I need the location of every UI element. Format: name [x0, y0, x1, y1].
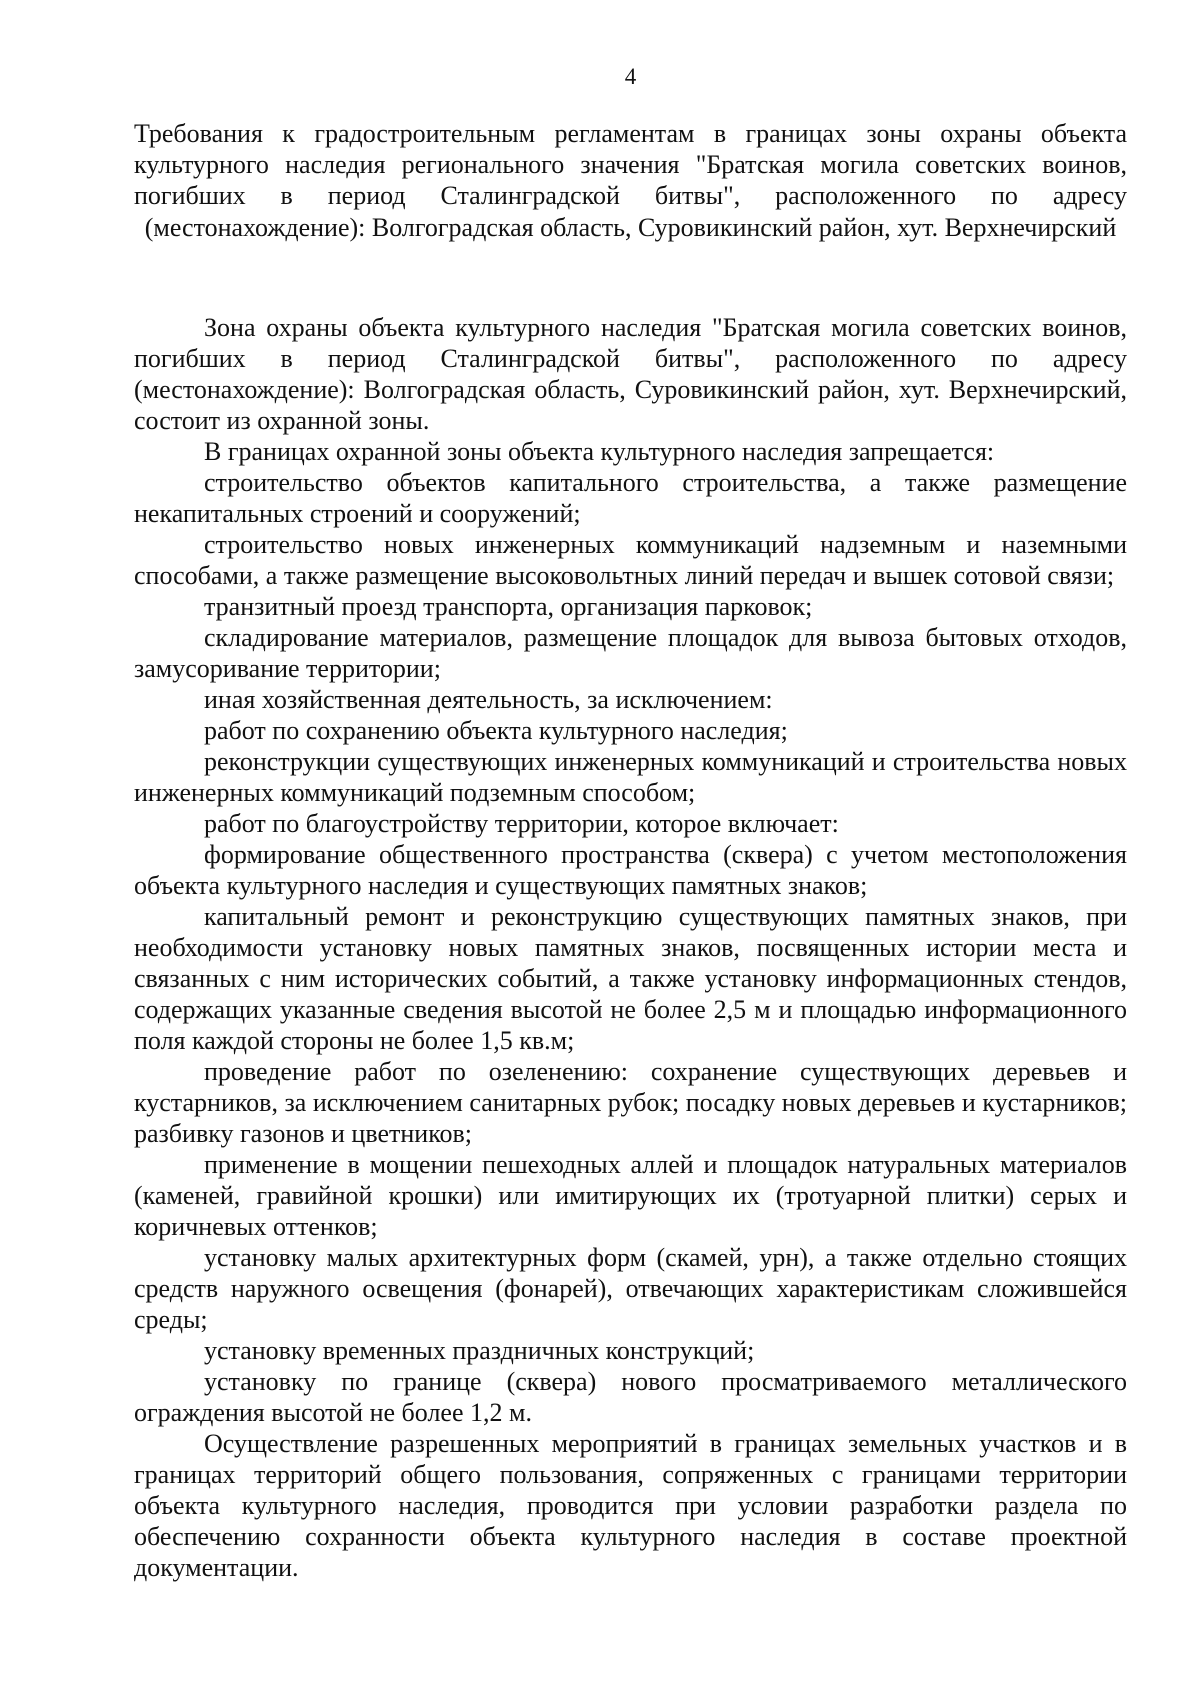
paragraph: Зона охраны объекта культурного наследия "Братская могила советских воинов, погибших в период Сталинградской битвы", расположенного по адресу (местонахождение): Волгоградская область, Суровикинский район, хут. Верхнечирский, состоит из охранной зоны. — [134, 313, 1127, 435]
paragraph: установку временных праздничных конструкций; — [204, 1336, 755, 1365]
paragraph: складирование материалов, размещение площадок для вывоза бытовых отходов, замусоривание территории; — [134, 623, 1127, 683]
document-body — [134, 312, 1127, 1583]
paragraph: строительство объектов капитального строительства, а также размещение некапитальных строений и сооружений; — [134, 468, 1127, 528]
page-number: 4 — [624, 64, 637, 89]
paragraph: иная хозяйственная деятельность, за исключением: — [204, 685, 773, 714]
paragraph: работ по сохранению объекта культурного наследия; — [204, 716, 788, 745]
paragraph: Осуществление разрешенных мероприятий в границах земельных участков и в границах территорий общего пользования, сопряженных с границами территории объекта культурного наследия, проводится при условии разработки раздела по обеспечению сохранности объекта культурного наследия в составе проектной документации. — [134, 1429, 1127, 1582]
paragraph: работ по благоустройству территории, которое включает: — [204, 809, 839, 838]
paragraph: применение в мощении пешеходных аллей и площадок натуральных материалов (каменей, гравийной крошки) или имитирующих их (тротуарной плитки) серых и коричневых оттенков; — [134, 1150, 1127, 1241]
paragraph: формирование общественного пространства (сквера) с учетом местоположения объекта культурного наследия и существующих памятных знаков; — [134, 840, 1127, 900]
paragraph: реконструкции существующих инженерных коммуникаций и строительства новых инженерных коммуникаций подземным способом; — [134, 747, 1127, 807]
paragraph: капитальный ремонт и реконструкцию существующих памятных знаков, при необходимости установку новых памятных знаков, посвященных истории места и связанных с ним исторических событий, а также установку информационных стендов, содержащих указанные сведения высотой не более 2,5 м и площадью информационного поля каждой стороны не более 1,5 кв.м; — [134, 902, 1127, 1055]
document-title: Требования к градостроительным регламентам в границах зоны охраны объекта культурного наследия регионального значения "Братская могила советских воинов, погибших в период Сталинградской битвы", расположенного по адресу (местонахождение): Волгоградская область, Суровикинский район, хут. Верхнечирский — [134, 119, 1127, 242]
paragraph: установку малых архитектурных форм (скамей, урн), а также отдельно стоящих средств наружного освещения (фонарей), отвечающих характеристикам сложившейся среды; — [134, 1243, 1127, 1334]
paragraph: транзитный проезд транспорта, организация парковок; — [204, 592, 813, 621]
paragraph: установку по границе (сквера) нового просматриваемого металлического ограждения высотой не более 1,2 м. — [134, 1367, 1127, 1427]
paragraph: В границах охранной зоны объекта культурного наследия запрещается: — [204, 437, 995, 466]
paragraph: проведение работ по озеленению: сохранение существующих деревьев и кустарников, за исключением санитарных рубок; посадку новых деревьев и кустарников; разбивку газонов и цветников; — [134, 1057, 1127, 1148]
paragraph: строительство новых инженерных коммуникаций надземным и наземными способами, а также размещение высоковольтных линий передач и вышек сотовой связи; — [134, 530, 1127, 590]
